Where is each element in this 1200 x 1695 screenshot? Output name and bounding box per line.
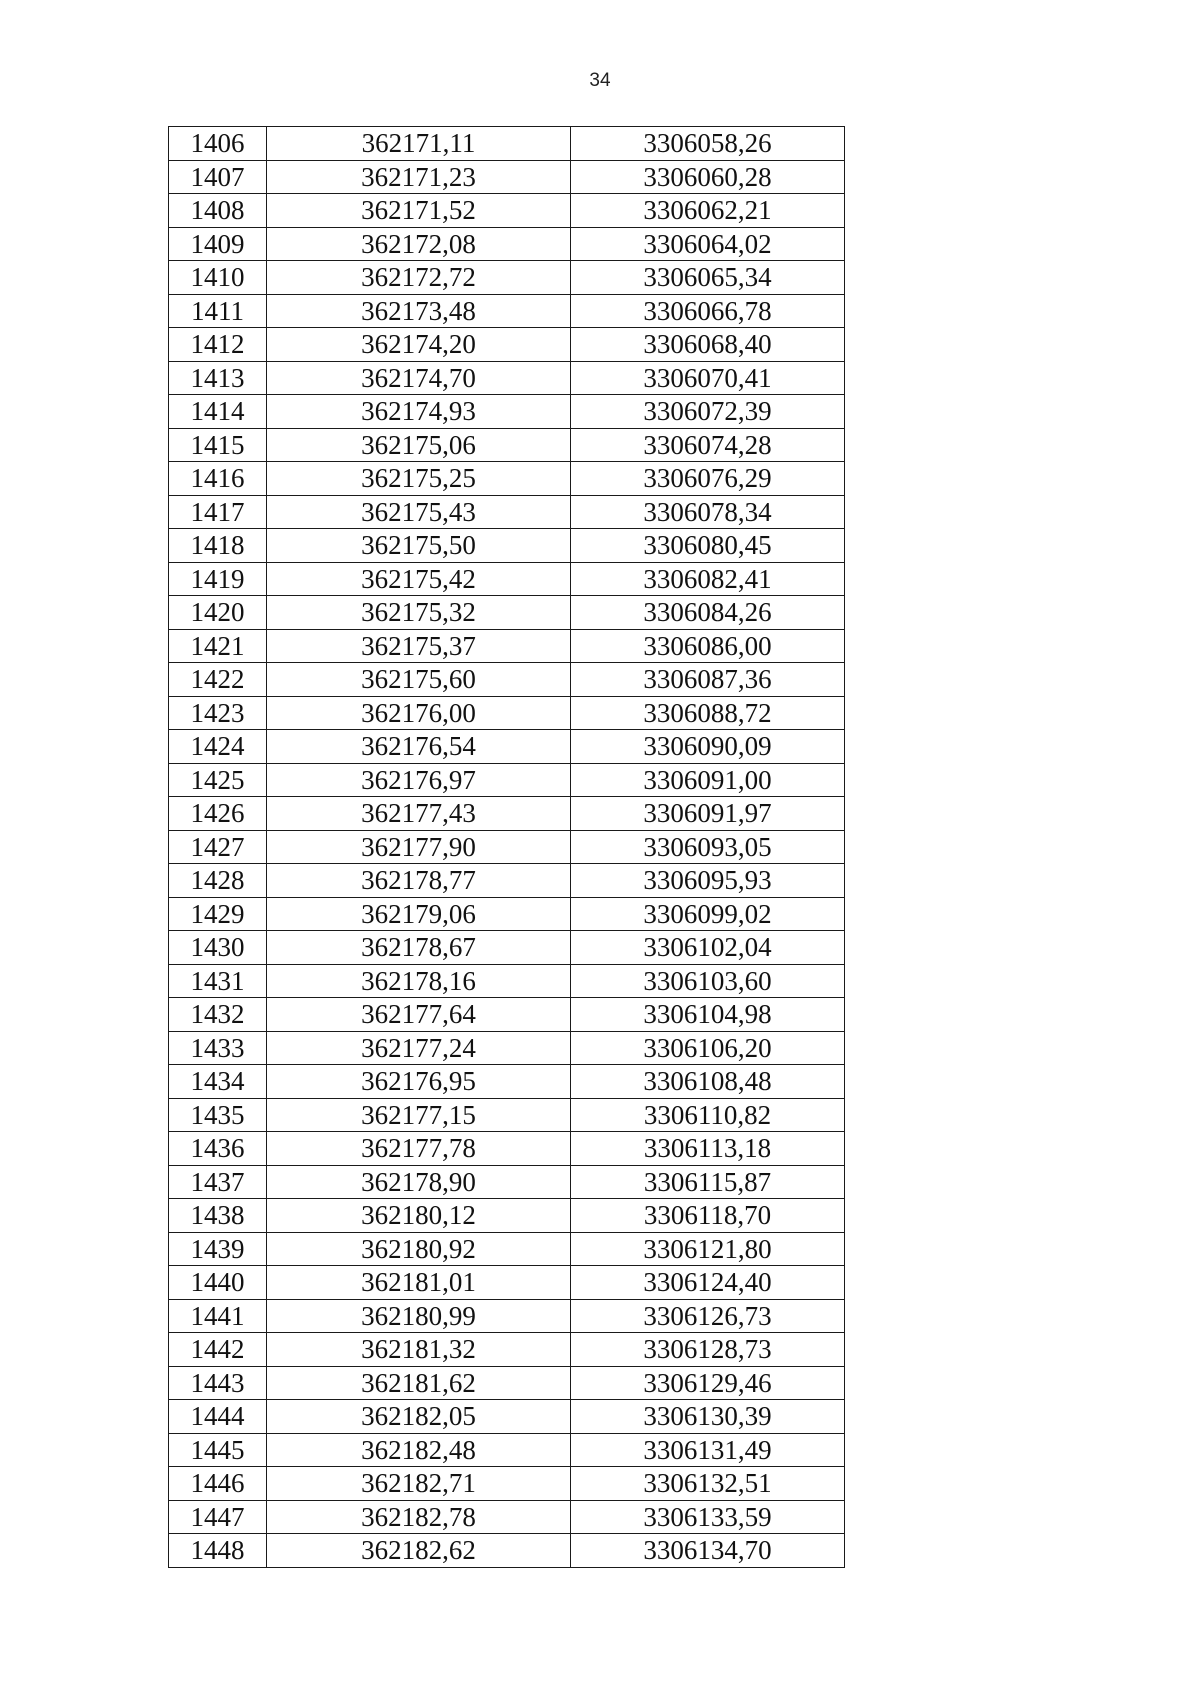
- y-coordinate-cell: 3306132,51: [571, 1467, 845, 1501]
- x-coordinate-cell: 362177,43: [267, 797, 571, 831]
- point-number-cell: 1448: [169, 1534, 267, 1568]
- x-coordinate-cell: 362175,43: [267, 495, 571, 529]
- table-row: [169, 160, 845, 194]
- x-coordinate-cell: 362175,32: [267, 596, 571, 630]
- y-coordinate-cell: 3306108,48: [571, 1065, 845, 1099]
- point-number-cell: 1440: [169, 1266, 267, 1300]
- table-row: [169, 1165, 845, 1199]
- x-coordinate-cell: 362173,48: [267, 294, 571, 328]
- y-coordinate-cell: 3306064,02: [571, 227, 845, 261]
- point-number-cell: 1446: [169, 1467, 267, 1501]
- y-coordinate-cell: 3306129,46: [571, 1366, 845, 1400]
- y-coordinate-cell: 3306106,20: [571, 1031, 845, 1065]
- y-coordinate-cell: 3306128,73: [571, 1333, 845, 1367]
- x-coordinate-cell: 362171,52: [267, 194, 571, 228]
- x-coordinate-cell: 362174,20: [267, 328, 571, 362]
- x-coordinate-cell: 362178,90: [267, 1165, 571, 1199]
- point-number-cell: 1424: [169, 730, 267, 764]
- table-row: [169, 1132, 845, 1166]
- table-row: [169, 395, 845, 429]
- point-number-cell: 1444: [169, 1400, 267, 1434]
- point-number-cell: 1447: [169, 1500, 267, 1534]
- x-coordinate-cell: 362182,48: [267, 1433, 571, 1467]
- x-coordinate-cell: 362175,42: [267, 562, 571, 596]
- x-coordinate-cell: 362176,95: [267, 1065, 571, 1099]
- y-coordinate-cell: 3306076,29: [571, 462, 845, 496]
- point-number-cell: 1430: [169, 931, 267, 965]
- point-number-cell: 1441: [169, 1299, 267, 1333]
- point-number-cell: 1434: [169, 1065, 267, 1099]
- point-number-cell: 1415: [169, 428, 267, 462]
- table-row: [169, 730, 845, 764]
- point-number-cell: 1412: [169, 328, 267, 362]
- point-number-cell: 1407: [169, 160, 267, 194]
- x-coordinate-cell: 362175,50: [267, 529, 571, 563]
- point-number-cell: 1414: [169, 395, 267, 429]
- y-coordinate-cell: 3306133,59: [571, 1500, 845, 1534]
- table-row: [169, 696, 845, 730]
- y-coordinate-cell: 3306058,26: [571, 127, 845, 161]
- table-row: [169, 830, 845, 864]
- point-number-cell: 1437: [169, 1165, 267, 1199]
- table-row: [169, 1065, 845, 1099]
- table-row: [169, 1299, 845, 1333]
- x-coordinate-cell: 362182,78: [267, 1500, 571, 1534]
- y-coordinate-cell: 3306093,05: [571, 830, 845, 864]
- table-row: [169, 127, 845, 161]
- x-coordinate-cell: 362177,15: [267, 1098, 571, 1132]
- table-row: [169, 629, 845, 663]
- table-row: [169, 529, 845, 563]
- x-coordinate-cell: 362180,12: [267, 1199, 571, 1233]
- y-coordinate-cell: 3306095,93: [571, 864, 845, 898]
- table-row: [169, 1366, 845, 1400]
- table-row: [169, 931, 845, 965]
- point-number-cell: 1435: [169, 1098, 267, 1132]
- x-coordinate-cell: 362171,11: [267, 127, 571, 161]
- table-row: [169, 763, 845, 797]
- page-number: 34: [589, 70, 611, 91]
- point-number-cell: 1411: [169, 294, 267, 328]
- table-row: [169, 1333, 845, 1367]
- point-number-cell: 1442: [169, 1333, 267, 1367]
- point-number-cell: 1406: [169, 127, 267, 161]
- y-coordinate-cell: 3306099,02: [571, 897, 845, 931]
- y-coordinate-cell: 3306104,98: [571, 998, 845, 1032]
- y-coordinate-cell: 3306121,80: [571, 1232, 845, 1266]
- table-row: [169, 328, 845, 362]
- x-coordinate-cell: 362172,72: [267, 261, 571, 295]
- point-number-cell: 1416: [169, 462, 267, 496]
- coordinates-table: [168, 126, 845, 1568]
- table-row: [169, 964, 845, 998]
- y-coordinate-cell: 3306126,73: [571, 1299, 845, 1333]
- table-row: [169, 1199, 845, 1233]
- point-number-cell: 1445: [169, 1433, 267, 1467]
- point-number-cell: 1427: [169, 830, 267, 864]
- point-number-cell: 1422: [169, 663, 267, 697]
- point-number-cell: 1409: [169, 227, 267, 261]
- y-coordinate-cell: 3306078,34: [571, 495, 845, 529]
- x-coordinate-cell: 362177,64: [267, 998, 571, 1032]
- y-coordinate-cell: 3306080,45: [571, 529, 845, 563]
- table-row: [169, 1266, 845, 1300]
- x-coordinate-cell: 362181,62: [267, 1366, 571, 1400]
- y-coordinate-cell: 3306066,78: [571, 294, 845, 328]
- point-number-cell: 1426: [169, 797, 267, 831]
- table-row: [169, 1232, 845, 1266]
- x-coordinate-cell: 362181,32: [267, 1333, 571, 1367]
- y-coordinate-cell: 3306134,70: [571, 1534, 845, 1568]
- point-number-cell: 1418: [169, 529, 267, 563]
- y-coordinate-cell: 3306065,34: [571, 261, 845, 295]
- y-coordinate-cell: 3306091,97: [571, 797, 845, 831]
- coordinates-table-body: [169, 127, 845, 1568]
- point-number-cell: 1443: [169, 1366, 267, 1400]
- table-row: [169, 797, 845, 831]
- table-row: [169, 1098, 845, 1132]
- table-row: [169, 227, 845, 261]
- table-row: [169, 194, 845, 228]
- y-coordinate-cell: 3306072,39: [571, 395, 845, 429]
- point-number-cell: 1408: [169, 194, 267, 228]
- x-coordinate-cell: 362182,71: [267, 1467, 571, 1501]
- x-coordinate-cell: 362175,60: [267, 663, 571, 697]
- x-coordinate-cell: 362182,62: [267, 1534, 571, 1568]
- table-row: [169, 1400, 845, 1434]
- y-coordinate-cell: 3306118,70: [571, 1199, 845, 1233]
- point-number-cell: 1410: [169, 261, 267, 295]
- table-row: [169, 462, 845, 496]
- point-number-cell: 1420: [169, 596, 267, 630]
- y-coordinate-cell: 3306091,00: [571, 763, 845, 797]
- y-coordinate-cell: 3306062,21: [571, 194, 845, 228]
- table-row: [169, 897, 845, 931]
- x-coordinate-cell: 362182,05: [267, 1400, 571, 1434]
- y-coordinate-cell: 3306068,40: [571, 328, 845, 362]
- y-coordinate-cell: 3306115,87: [571, 1165, 845, 1199]
- x-coordinate-cell: 362175,06: [267, 428, 571, 462]
- x-coordinate-cell: 362176,00: [267, 696, 571, 730]
- y-coordinate-cell: 3306090,09: [571, 730, 845, 764]
- x-coordinate-cell: 362181,01: [267, 1266, 571, 1300]
- x-coordinate-cell: 362174,93: [267, 395, 571, 429]
- point-number-cell: 1417: [169, 495, 267, 529]
- y-coordinate-cell: 3306060,28: [571, 160, 845, 194]
- x-coordinate-cell: 362179,06: [267, 897, 571, 931]
- x-coordinate-cell: 362178,77: [267, 864, 571, 898]
- table-row: [169, 1467, 845, 1501]
- table-row: [169, 1031, 845, 1065]
- y-coordinate-cell: 3306110,82: [571, 1098, 845, 1132]
- table-row: [169, 562, 845, 596]
- table-row: [169, 596, 845, 630]
- table-row: [169, 1433, 845, 1467]
- table-row: [169, 428, 845, 462]
- y-coordinate-cell: 3306131,49: [571, 1433, 845, 1467]
- y-coordinate-cell: 3306084,26: [571, 596, 845, 630]
- x-coordinate-cell: 362171,23: [267, 160, 571, 194]
- point-number-cell: 1432: [169, 998, 267, 1032]
- x-coordinate-cell: 362175,25: [267, 462, 571, 496]
- table-row: [169, 495, 845, 529]
- y-coordinate-cell: 3306086,00: [571, 629, 845, 663]
- point-number-cell: 1429: [169, 897, 267, 931]
- point-number-cell: 1439: [169, 1232, 267, 1266]
- table-row: [169, 663, 845, 697]
- x-coordinate-cell: 362174,70: [267, 361, 571, 395]
- point-number-cell: 1436: [169, 1132, 267, 1166]
- point-number-cell: 1431: [169, 964, 267, 998]
- table-row: [169, 998, 845, 1032]
- point-number-cell: 1438: [169, 1199, 267, 1233]
- table-row: [169, 361, 845, 395]
- point-number-cell: 1423: [169, 696, 267, 730]
- y-coordinate-cell: 3306102,04: [571, 931, 845, 965]
- x-coordinate-cell: 362180,92: [267, 1232, 571, 1266]
- point-number-cell: 1413: [169, 361, 267, 395]
- y-coordinate-cell: 3306124,40: [571, 1266, 845, 1300]
- point-number-cell: 1433: [169, 1031, 267, 1065]
- x-coordinate-cell: 362180,99: [267, 1299, 571, 1333]
- table-row: [169, 864, 845, 898]
- point-number-cell: 1425: [169, 763, 267, 797]
- y-coordinate-cell: 3306103,60: [571, 964, 845, 998]
- table-row: [169, 261, 845, 295]
- x-coordinate-cell: 362172,08: [267, 227, 571, 261]
- x-coordinate-cell: 362176,54: [267, 730, 571, 764]
- point-number-cell: 1428: [169, 864, 267, 898]
- point-number-cell: 1419: [169, 562, 267, 596]
- x-coordinate-cell: 362175,37: [267, 629, 571, 663]
- x-coordinate-cell: 362177,78: [267, 1132, 571, 1166]
- y-coordinate-cell: 3306088,72: [571, 696, 845, 730]
- y-coordinate-cell: 3306074,28: [571, 428, 845, 462]
- x-coordinate-cell: 362177,24: [267, 1031, 571, 1065]
- y-coordinate-cell: 3306070,41: [571, 361, 845, 395]
- y-coordinate-cell: 3306130,39: [571, 1400, 845, 1434]
- table-row: [169, 1500, 845, 1534]
- point-number-cell: 1421: [169, 629, 267, 663]
- table-row: [169, 1534, 845, 1568]
- x-coordinate-cell: 362178,67: [267, 931, 571, 965]
- y-coordinate-cell: 3306082,41: [571, 562, 845, 596]
- x-coordinate-cell: 362176,97: [267, 763, 571, 797]
- x-coordinate-cell: 362177,90: [267, 830, 571, 864]
- y-coordinate-cell: 3306113,18: [571, 1132, 845, 1166]
- y-coordinate-cell: 3306087,36: [571, 663, 845, 697]
- x-coordinate-cell: 362178,16: [267, 964, 571, 998]
- table-row: [169, 294, 845, 328]
